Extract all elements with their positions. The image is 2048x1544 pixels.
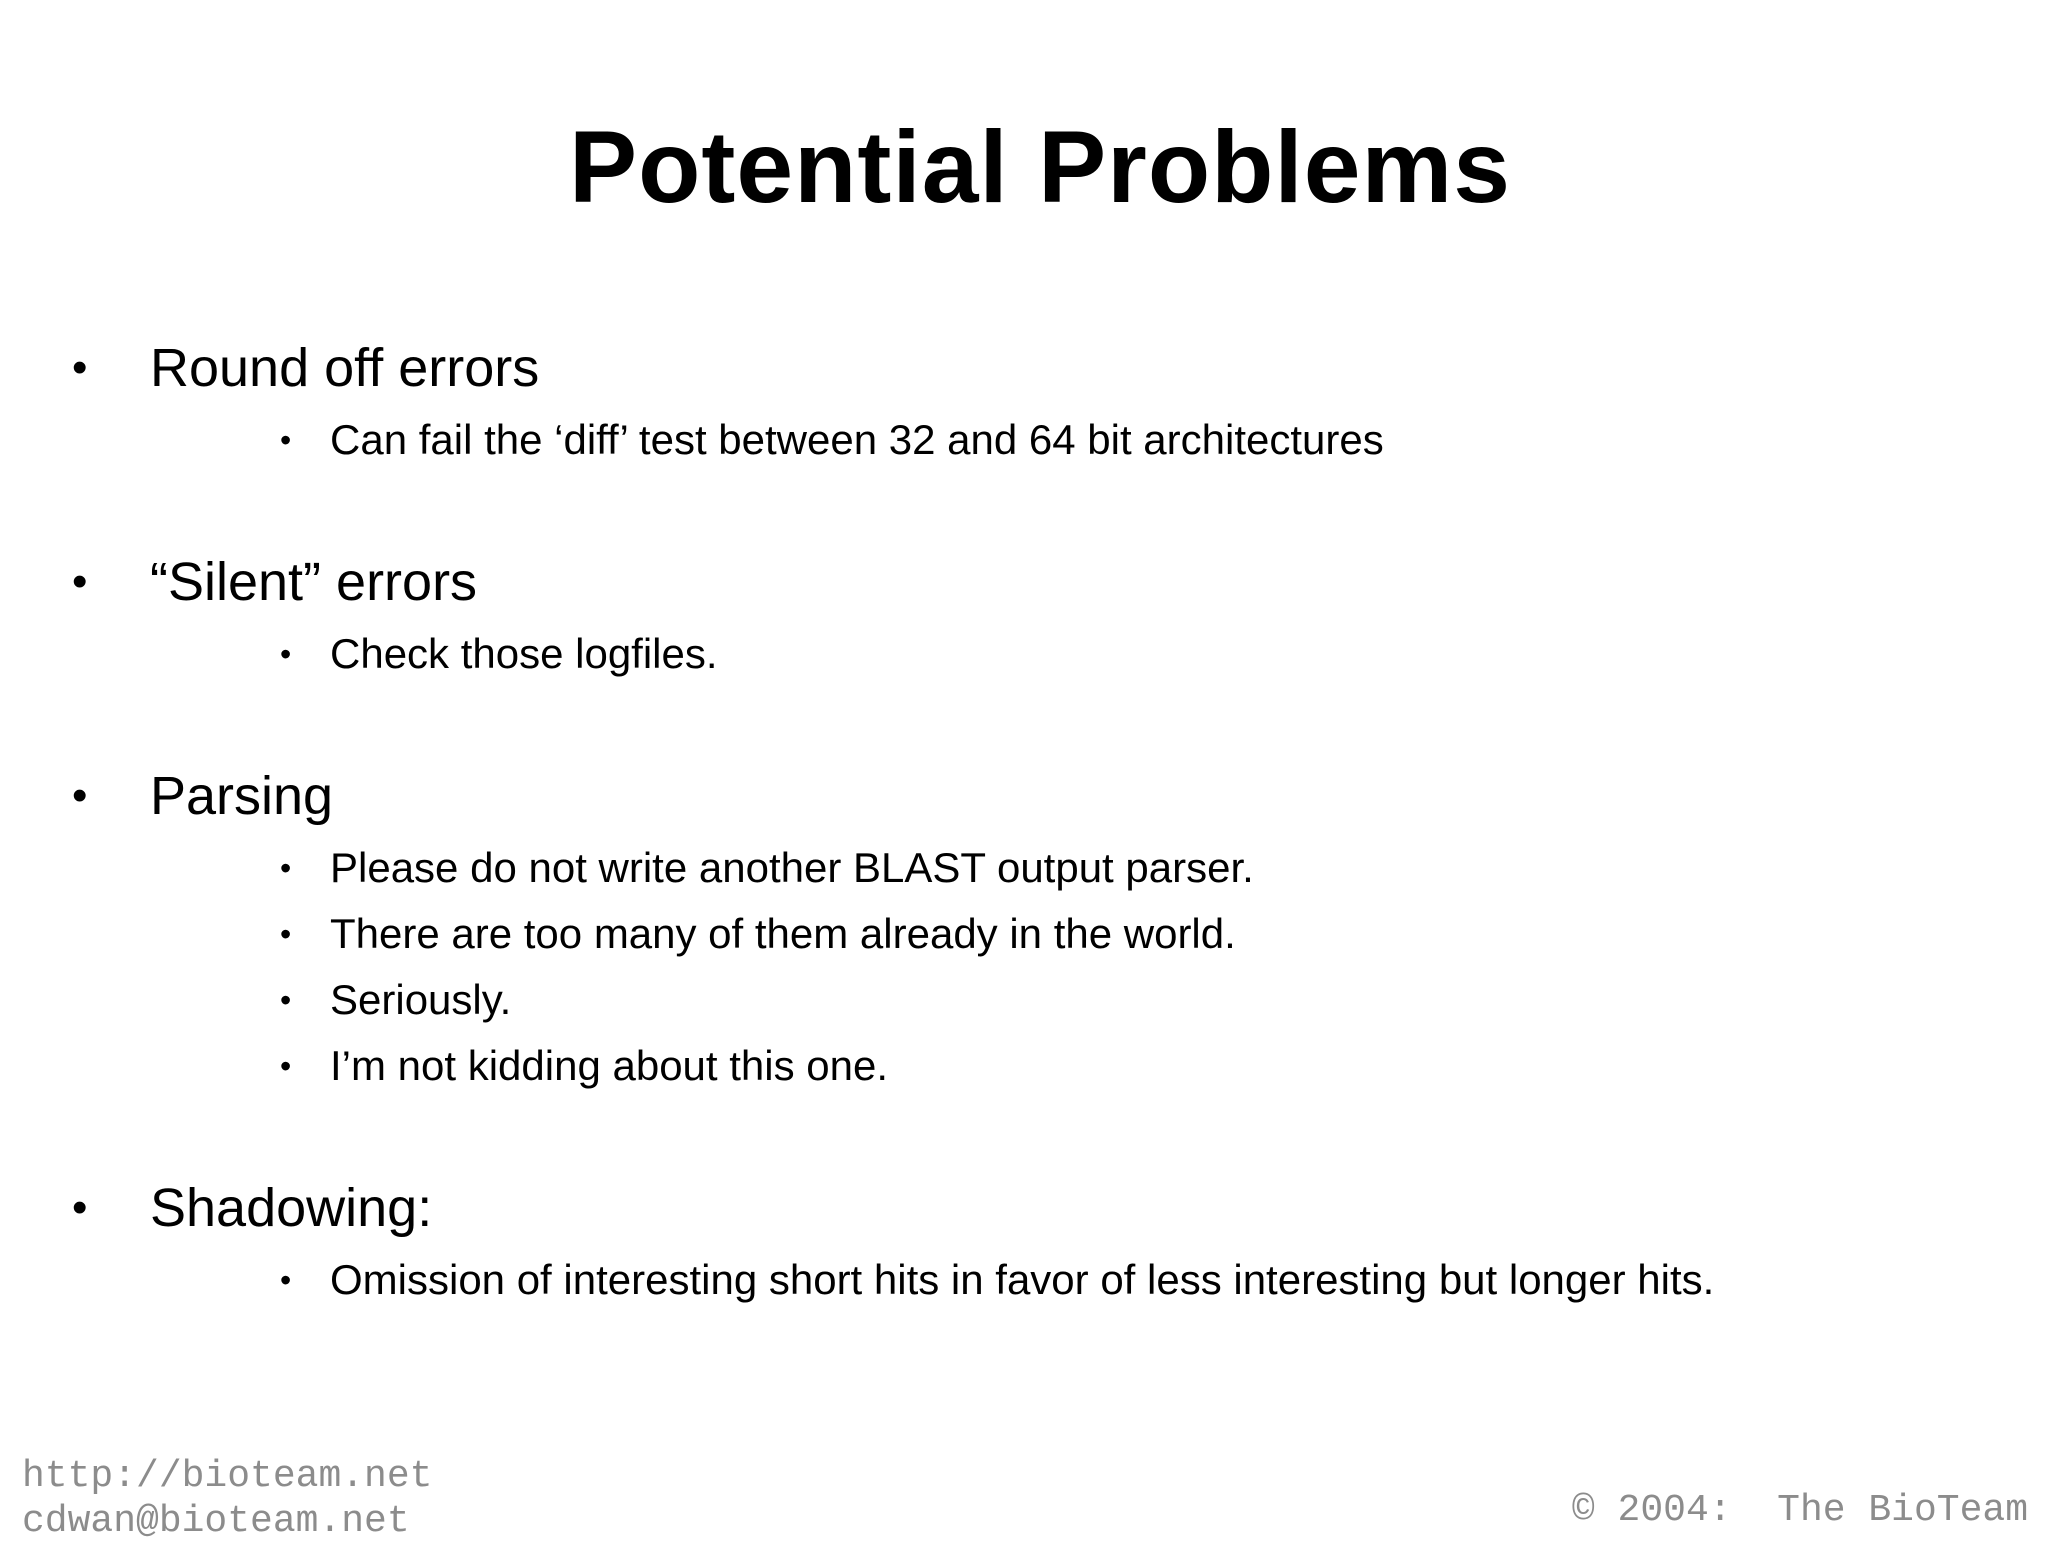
footer-email: cdwan@bioteam.net — [22, 1500, 410, 1543]
sub-bullet-icon: • — [280, 850, 292, 886]
sub-bullet-item — [280, 842, 1254, 894]
bullet-label: “Silent” errors — [150, 552, 478, 612]
sub-bullet-text: There are too many of them already in the world. — [330, 910, 1236, 957]
sub-bullet-item — [280, 974, 512, 1026]
bullet-label: Parsing — [150, 766, 334, 826]
sub-bullet-item — [280, 1254, 1715, 1306]
sub-bullet-item — [280, 414, 1384, 466]
sub-bullet-text: Check those logfiles. — [330, 630, 718, 677]
sub-bullet-item — [280, 628, 718, 680]
sub-bullet-text: Omission of interesting short hits in favor of less interesting but longer hits. — [330, 1256, 1715, 1303]
sub-bullet-item — [280, 1040, 889, 1092]
bullet-label: Round off errors — [150, 338, 540, 398]
sub-bullet-icon: • — [280, 982, 292, 1018]
bullet-item-parsing — [72, 764, 334, 828]
footer-contact — [22, 1454, 432, 1544]
sub-bullet-text: Seriously. — [330, 976, 512, 1023]
bullet-icon: • — [72, 557, 88, 606]
sub-bullet-icon: • — [280, 422, 292, 458]
bullet-label: Shadowing: — [150, 1178, 433, 1238]
sub-bullet-icon: • — [280, 1048, 292, 1084]
bullet-item-silent-errors — [72, 550, 478, 614]
sub-bullet-icon: • — [280, 916, 292, 952]
sub-bullet-text: Please do not write another BLAST output parser. — [330, 844, 1254, 891]
slide-title: Potential Problems — [569, 110, 1511, 224]
bullet-icon: • — [72, 771, 88, 820]
bullet-item-round-off-errors — [72, 336, 540, 400]
sub-bullet-icon: • — [280, 636, 292, 672]
sub-bullet-text: I’m not kidding about this one. — [330, 1042, 889, 1089]
footer-copyright: © 2004: The BioTeam — [1571, 1489, 2028, 1532]
bullet-item-shadowing — [72, 1176, 433, 1240]
footer-url: http://bioteam.net — [22, 1455, 433, 1498]
sub-bullet-text: Can fail the ‘diff’ test between 32 and 64 bit architectures — [330, 416, 1384, 463]
sub-bullet-icon: • — [280, 1262, 292, 1298]
bullet-icon: • — [72, 1183, 88, 1232]
bullet-icon: • — [72, 343, 88, 392]
sub-bullet-item — [280, 908, 1236, 960]
